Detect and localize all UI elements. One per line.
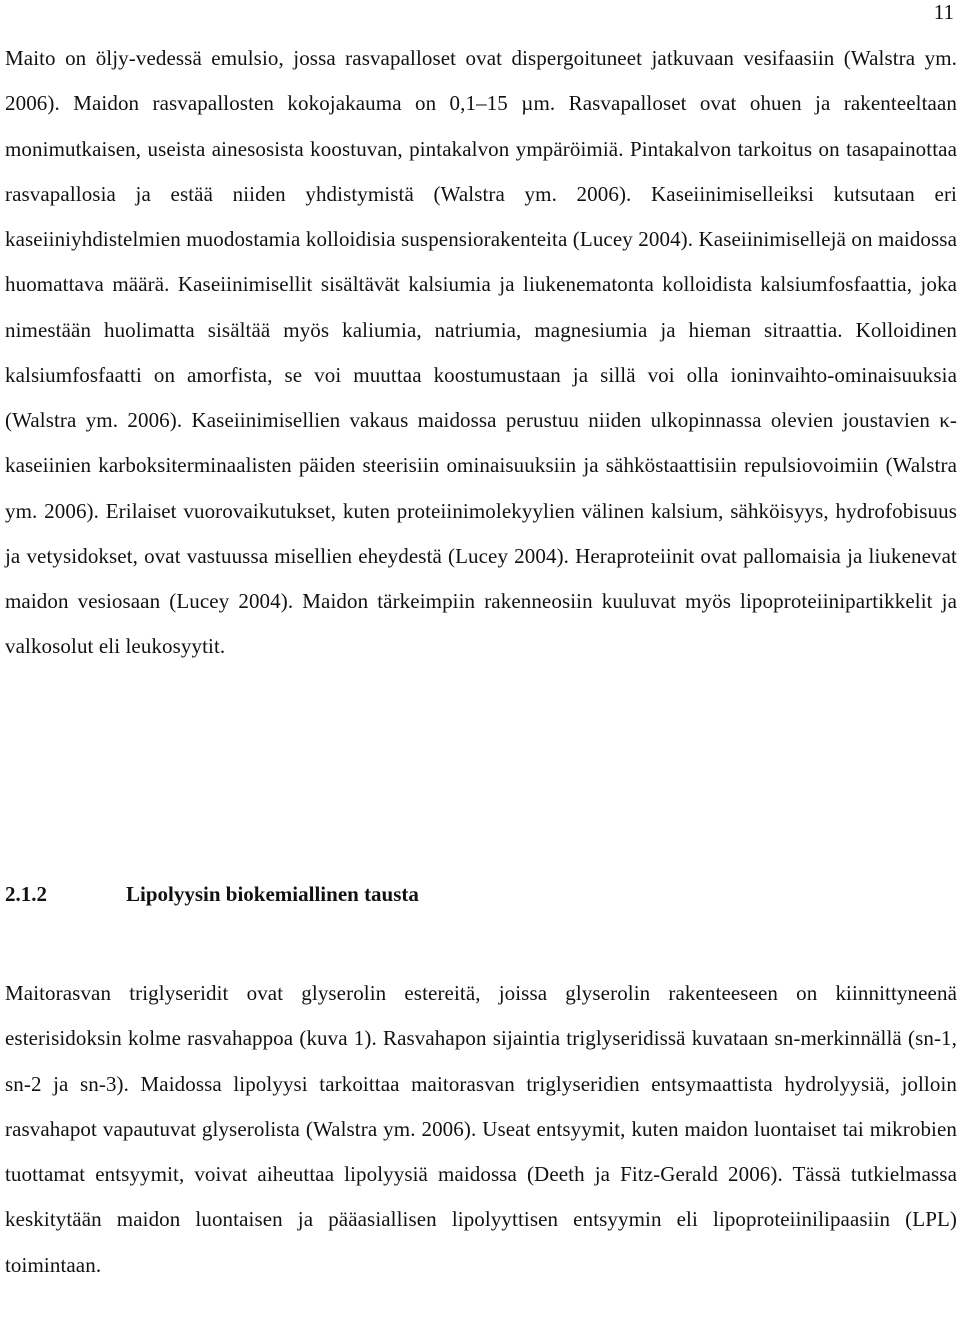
section-title: Lipolyysin biokemiallinen tausta	[126, 882, 419, 906]
section-heading	[5, 874, 419, 914]
section-number: 2.1.2	[5, 882, 47, 906]
body-paragraph: Maitorasvan triglyseridit ovat glyserolin estereitä, joissa glyserolin rakenteeseen on kiinnittyneenä esterisidoksin kolme rasvahappoa (kuva 1). Rasvahapon sijaintia triglyseridissä kuvataan sn-merkinnällä (sn-1, sn-2 ja sn-3). Maidossa lipolyysi tarkoittaa maitorasvan triglyseridien entsymaattista hydrolyysiä, jolloin rasvahapot vapautuvat glyserolista (Walstra ym. 2006). Useat entsyymit, kuten maidon luontaiset tai mikrobien tuottamat entsyymit, voivat aiheuttaa lipolyysiä maidossa (Deeth ja Fitz-Gerald 2006). Tässä tutkielmassa keskitytään maidon luontaisen ja pääasiallisen lipolyyttisen entsyymin eli lipoproteiinilipaasiin (LPL) toimintaan.	[5, 981, 957, 1277]
page-number: 11	[933, 0, 954, 24]
body-paragraph: Maito on öljy-vedessä emulsio, jossa rasvapalloset ovat dispergoituneet jatkuvaan vesifaasiin (Walstra ym. 2006). Maidon rasvapallosten kokojakauma on 0,1–15 µm. Rasvapalloset ovat ohuen ja rakenteeltaan monimutkaisen, useista ainesosista koostuvan, pintakalvon ympäröimiä. Pintakalvon tarkoitus on tasapainottaa rasvapallosia ja estää niiden yhdistymistä (Walstra ym. 2006). Kaseiinimiselleiksi kutsutaan eri kaseiiniyhdistelmien muodostamia kolloidisia suspensiorakenteita (Lucey 2004). Kaseiinimisellejä on maidossa huomattava määrä. Kaseiinimisellit sisältävät kalsiumia ja liukenematonta kolloidista kalsiumfosfaattia, joka nimestään huolimatta sisältää myös kaliumia, natriumia, magnesiumia ja hieman sitraattia. Kolloidinen kalsiumfosfaatti on amorfista, se voi muuttaa koostumustaan ja sillä voi olla ioninvaihto-ominaisuuksia (Walstra ym. 2006). Kaseiinimisellien vakaus maidossa perustuu niiden ulkopinnassa olevien joustavien κ-kaseiinien karboksiterminaalisten päiden steerisiin ominaisuuksiin ja sähköstaattisiin repulsiovoimiin (Walstra ym. 2006). Erilaiset vuorovaikutukset, kuten proteiinimolekyylien välinen kalsium, sähköisyys, hydrofobisuus ja vetysidokset, ovat vastuussa misellien eheydestä (Lucey 2004). Heraproteiinit ovat pallomaisia ja liukenevat maidon vesiosaan (Lucey 2004). Maidon tärkeimpiin rakenneosiin kuuluvat myös lipoproteiinipartikkelit ja valkosolut eli leukosyytit.	[5, 46, 957, 659]
